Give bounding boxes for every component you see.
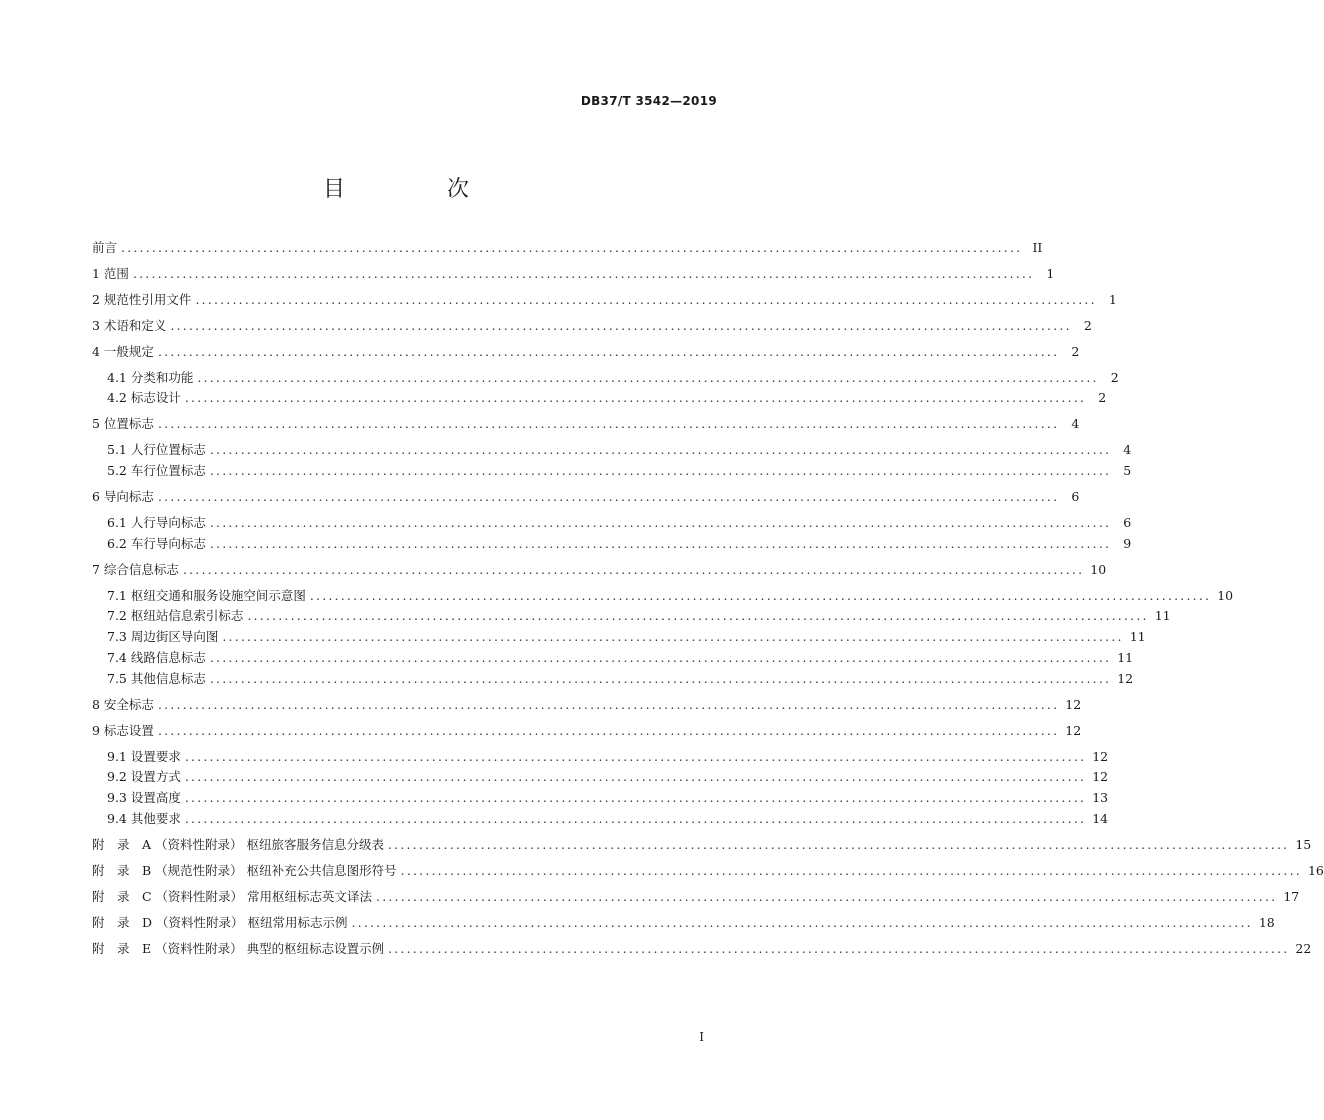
toc-entry-label: 6.2 车行导向标志 <box>107 536 206 551</box>
toc-entry-page: 22 <box>1295 941 1312 956</box>
toc-entry-label: 1 范围 <box>92 266 129 281</box>
dot-leader: .................................................................................................................................................. <box>132 266 1035 281</box>
toc-entry-page: 2 <box>1110 370 1119 385</box>
toc-entry-label: 附 录 D （资料性附录） 枢纽常用标志示例 <box>92 915 348 930</box>
dot-leader: .................................................................................................................................................. <box>376 889 1278 904</box>
toc-entry-label: 附 录 E （资料性附录） 典型的枢纽标志设置示例 <box>92 941 385 956</box>
toc-entry-page: 10 <box>1217 588 1234 603</box>
toc-entry-label: 7 综合信息标志 <box>92 562 179 577</box>
toc-entry-label: 4.2 标志设计 <box>107 390 181 405</box>
dot-leader: .................................................................................................................................................. <box>184 749 1087 764</box>
toc-entry-label: 9.4 其他要求 <box>107 811 181 826</box>
toc-entry-appendix[interactable] <box>92 914 1275 932</box>
toc-entry-page: 18 <box>1258 915 1275 930</box>
toc-entry-page: 11 <box>1129 629 1146 644</box>
toc-entry-label: 5.1 人行位置标志 <box>107 442 206 457</box>
toc-entry-label: 附 录 A （资料性附录） 枢纽旅客服务信息分级表 <box>92 837 384 852</box>
toc-entry-label: 4.1 分类和功能 <box>107 370 194 385</box>
toc-entry-label: 7.1 枢纽交通和服务设施空间示意图 <box>107 588 306 603</box>
dot-leader: .................................................................................................................................................. <box>209 463 1112 478</box>
toc-entry-page: 14 <box>1092 811 1109 826</box>
toc-entry[interactable] <box>107 441 1132 459</box>
toc-entry[interactable] <box>107 369 1119 387</box>
toc-entry-page: 12 <box>1117 671 1134 686</box>
toc-entry-label: 3 术语和定义 <box>92 318 167 333</box>
dot-leader: .................................................................................................................................................. <box>209 671 1112 686</box>
dot-leader: .................................................................................................................................................. <box>209 442 1112 457</box>
dot-leader: .................................................................................................................................................. <box>400 863 1302 878</box>
dot-leader: .................................................................................................................................................. <box>184 790 1087 805</box>
toc-entry-page: 2 <box>1083 318 1092 333</box>
dot-leader: .................................................................................................................................................. <box>209 536 1112 551</box>
toc-entry-page: 16 <box>1307 863 1324 878</box>
toc-entry-page: 10 <box>1090 562 1107 577</box>
dot-leader: .................................................................................................................................................. <box>121 240 1023 255</box>
toc-entry-appendix[interactable] <box>92 888 1300 906</box>
toc-entry-label: 9 标志设置 <box>92 723 154 738</box>
dot-leader: .................................................................................................................................................. <box>157 416 1060 431</box>
toc-entry-label: 4 一般规定 <box>92 344 154 359</box>
toc-entry-label: 7.2 枢纽站信息索引标志 <box>107 608 244 623</box>
dot-leader: .................................................................................................................................................. <box>157 723 1060 738</box>
dot-leader: .................................................................................................................................................. <box>184 769 1087 784</box>
toc-entry-page: 4 <box>1123 442 1132 457</box>
toc-entry[interactable] <box>92 696 1082 714</box>
toc-entry-page: 13 <box>1092 790 1109 805</box>
dot-leader: .................................................................................................................................................. <box>157 344 1060 359</box>
toc-entry-page: 1 <box>1108 292 1117 307</box>
toc-entry-page: 6 <box>1071 489 1080 504</box>
dot-leader: .................................................................................................................................................. <box>184 390 1087 405</box>
toc-entry-page: 4 <box>1071 416 1080 431</box>
toc-entry-label: 6.1 人行导向标志 <box>107 515 206 530</box>
toc-entry[interactable] <box>107 748 1109 766</box>
page-number: I <box>699 1030 704 1044</box>
toc-entry-label: 2 规范性引用文件 <box>92 292 192 307</box>
dot-leader: .................................................................................................................................................. <box>351 915 1253 930</box>
toc-entry-page: 12 <box>1092 769 1109 784</box>
toc-entry[interactable] <box>107 607 1171 625</box>
toc-entry[interactable] <box>92 265 1055 283</box>
toc-entry-page: 6 <box>1123 515 1132 530</box>
toc-entry-label: 前言 <box>92 240 118 255</box>
dot-leader: .................................................................................................................................................. <box>170 318 1072 333</box>
document-code: DB37/T 3542—2019 <box>580 94 717 108</box>
toc-entry-page: 12 <box>1092 749 1109 764</box>
toc-entry[interactable] <box>107 810 1109 828</box>
dot-leader: .................................................................................................................................................. <box>197 370 1099 385</box>
dot-leader: .................................................................................................................................................. <box>222 629 1124 644</box>
toc-entry-page: 2 <box>1098 390 1107 405</box>
toc-entry-label: 7.5 其他信息标志 <box>107 671 206 686</box>
toc-entry[interactable] <box>107 587 1234 605</box>
dot-leader: .................................................................................................................................................. <box>309 588 1212 603</box>
toc-entry[interactable] <box>107 789 1109 807</box>
toc-entry-label: 附 录 B （规范性附录） 枢纽补充公共信息图形符号 <box>92 863 397 878</box>
toc-entry[interactable] <box>107 389 1107 407</box>
page-title: 目 次 <box>322 177 509 202</box>
dot-leader: .................................................................................................................................................. <box>247 608 1149 623</box>
toc-entry[interactable] <box>107 670 1134 688</box>
toc-entry-page: II <box>1032 240 1043 255</box>
toc-entry-label: 5.2 车行位置标志 <box>107 463 206 478</box>
dot-leader: .................................................................................................................................................. <box>387 837 1290 852</box>
toc-entry-page: 2 <box>1071 344 1080 359</box>
dot-leader: .................................................................................................................................................. <box>157 697 1060 712</box>
toc-entry-label: 9.1 设置要求 <box>107 749 181 764</box>
toc-entry[interactable] <box>92 561 1107 579</box>
dot-leader: .................................................................................................................................................. <box>195 292 1097 307</box>
toc-entry[interactable] <box>107 535 1132 553</box>
toc-entry[interactable] <box>92 317 1092 335</box>
toc-entry-label: 7.4 线路信息标志 <box>107 650 206 665</box>
toc-entry-label: 9.2 设置方式 <box>107 769 181 784</box>
toc-entry-page: 12 <box>1065 697 1082 712</box>
toc-entry-page: 11 <box>1154 608 1171 623</box>
toc-entry-appendix[interactable] <box>92 836 1312 854</box>
toc-entry-label: 6 导向标志 <box>92 489 154 504</box>
toc-entry[interactable] <box>92 343 1080 361</box>
toc-entry-appendix[interactable] <box>92 862 1324 880</box>
dot-leader: .................................................................................................................................................. <box>184 811 1087 826</box>
dot-leader: .................................................................................................................................................. <box>209 650 1112 665</box>
toc-entry[interactable] <box>107 649 1134 667</box>
toc-entry[interactable] <box>92 291 1117 309</box>
toc-entry-page: 9 <box>1123 536 1132 551</box>
toc-entry[interactable] <box>107 768 1109 786</box>
dot-leader: .................................................................................................................................................. <box>157 489 1060 504</box>
toc-entry-page: 17 <box>1283 889 1300 904</box>
toc-entry-page: 15 <box>1295 837 1312 852</box>
toc-entry[interactable] <box>92 239 1043 257</box>
toc-entry[interactable] <box>92 722 1082 740</box>
dot-leader: .................................................................................................................................................. <box>388 941 1290 956</box>
toc-entry-label: 8 安全标志 <box>92 697 154 712</box>
toc-entry[interactable] <box>107 462 1132 480</box>
toc-entry-appendix[interactable] <box>92 940 1312 958</box>
dot-leader: .................................................................................................................................................. <box>209 515 1112 530</box>
toc-entry[interactable] <box>92 415 1080 433</box>
toc-entry-page: 12 <box>1065 723 1082 738</box>
toc-entry[interactable] <box>92 488 1080 506</box>
toc-entry-page: 11 <box>1117 650 1134 665</box>
toc-entry-label: 附 录 C （资料性附录） 常用枢纽标志英文译法 <box>92 889 373 904</box>
toc-entry[interactable] <box>107 628 1146 646</box>
toc-entry[interactable] <box>107 514 1132 532</box>
toc-entry-label: 5 位置标志 <box>92 416 154 431</box>
toc-entry-page: 5 <box>1123 463 1132 478</box>
dot-leader: .................................................................................................................................................. <box>182 562 1085 577</box>
toc-entry-label: 7.3 周边街区导向图 <box>107 629 219 644</box>
toc-entry-label: 9.3 设置高度 <box>107 790 181 805</box>
toc-entry-page: 1 <box>1046 266 1055 281</box>
